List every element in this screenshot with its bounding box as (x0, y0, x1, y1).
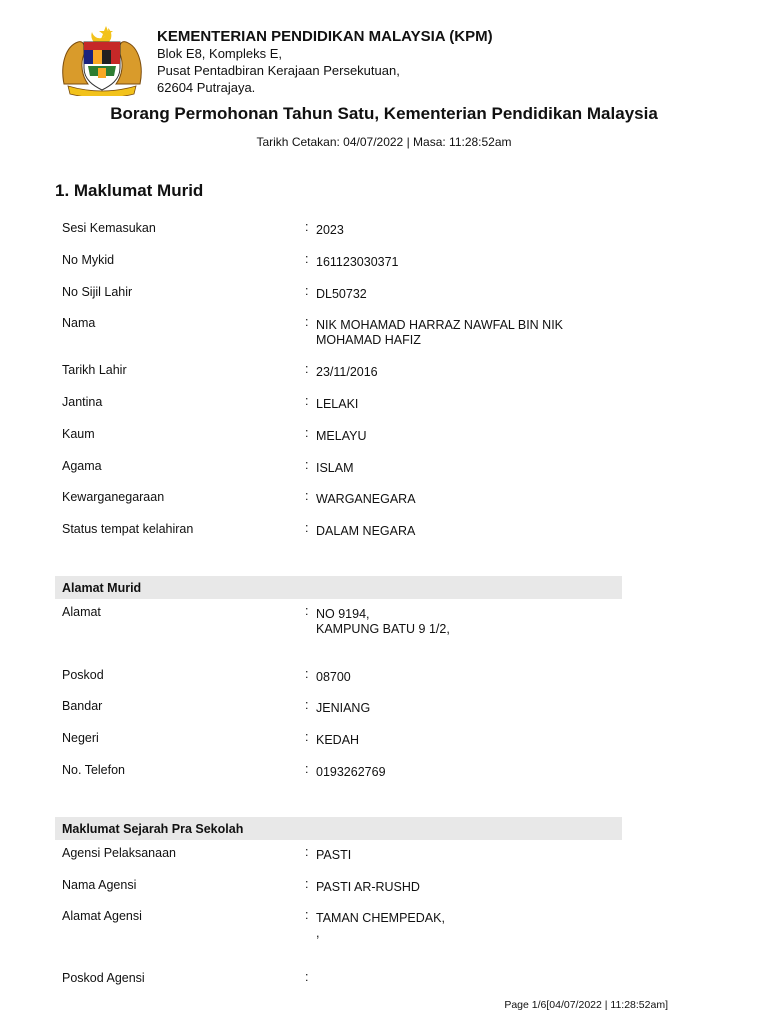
field-label: Nama Agensi (62, 878, 137, 892)
field-value: NIK MOHAMAD HARRAZ NAWFAL BIN NIK MOHAMAD HAFIZ (316, 318, 564, 347)
print-timestamp: Tarikh Cetakan: 04/07/2022 | Masa: 11:28:52am (256, 135, 512, 149)
field-value: ISLAM (316, 461, 354, 475)
form-title: Borang Permohonan Tahun Satu, Kementerian Pendidikan Malaysia (110, 104, 658, 123)
page-footer: Page 1/6[04/07/2022 | 11:28:52am] (504, 999, 668, 1011)
field-value: DL50732 (316, 287, 367, 301)
field-value: PASTI AR-RUSHD (316, 880, 420, 894)
section-heading-pra-sekolah (55, 817, 622, 840)
field-label: No Sijil Lahir (62, 285, 133, 299)
field-label: Status tempat kelahiran (62, 522, 194, 536)
field-value: TAMAN CHEMPEDAK, , (316, 911, 445, 940)
field-label: Alamat (62, 605, 101, 619)
field-value: 23/11/2016 (316, 365, 378, 379)
field-value: WARGANEGARA (316, 492, 416, 506)
field-label: No Mykid (62, 253, 115, 267)
section-heading-alamat-murid (55, 576, 622, 599)
field-value: 0193262769 (316, 765, 386, 779)
field-value: 2023 (316, 223, 344, 237)
field-value: JENIANG (316, 701, 371, 715)
field-label: Poskod Agensi (62, 971, 145, 985)
field-label: Negeri (62, 731, 99, 745)
field-label: Sesi Kemasukan (62, 221, 156, 235)
ministry-address-line: 62604 Putrajaya. (157, 80, 256, 95)
section-heading-label: Maklumat Sejarah Pra Sekolah (62, 822, 244, 836)
field-label: Agama (62, 459, 102, 473)
field-label: Nama (62, 316, 96, 330)
ministry-header (157, 28, 493, 96)
section-title-maklumat-murid: 1. Maklumat Murid (55, 181, 204, 200)
field-label: No. Telefon (62, 763, 126, 777)
ministry-address-line: Blok E8, Kompleks E, (157, 46, 282, 61)
field-value: LELAKI (316, 397, 359, 411)
field-value: 08700 (316, 670, 351, 684)
field-value: NO 9194, KAMPUNG BATU 9 1/2, (316, 607, 450, 636)
field-label: Bandar (62, 699, 103, 713)
field-value: PASTI (316, 848, 352, 862)
field-label: Agensi Pelaksanaan (62, 846, 176, 860)
field-label: Tarikh Lahir (62, 363, 127, 377)
field-value: KEDAH (316, 733, 360, 747)
field-value: DALAM NEGARA (316, 524, 416, 538)
field-label: Poskod (62, 668, 104, 682)
malaysia-coat-of-arms-icon (58, 24, 146, 96)
field-label: Kaum (62, 427, 95, 441)
section-heading-label: Alamat Murid (62, 581, 142, 595)
field-label: Alamat Agensi (62, 909, 142, 923)
field-label: Kewarganegaraan (62, 490, 165, 504)
ministry-address-line: Pusat Pentadbiran Kerajaan Persekutuan, (157, 63, 400, 78)
ministry-name: KEMENTERIAN PENDIDIKAN MALAYSIA (KPM) (157, 28, 493, 45)
field-label: Jantina (62, 395, 103, 409)
field-value: 161123030371 (316, 255, 399, 269)
field-value: MELAYU (316, 429, 367, 443)
